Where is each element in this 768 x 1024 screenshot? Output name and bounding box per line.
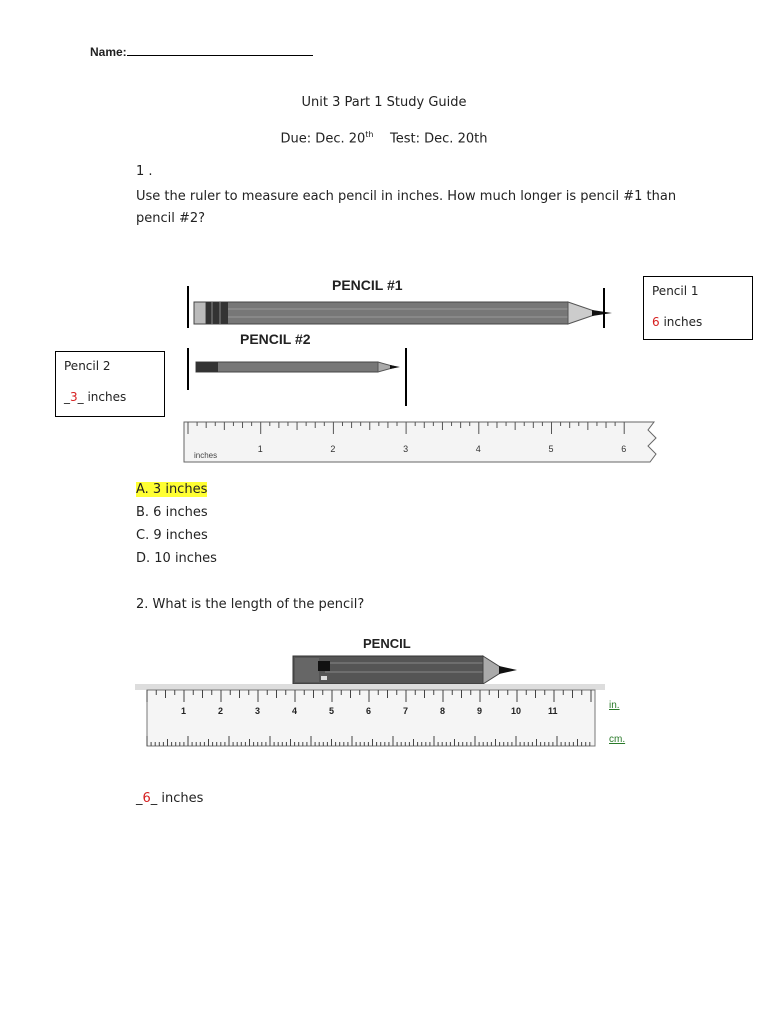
pencil-1-length: 6 xyxy=(652,315,660,329)
pencil-ruler-figure-2 xyxy=(135,630,645,765)
due-dates xyxy=(0,130,768,146)
pencil-2-box-answer xyxy=(64,390,126,404)
name-label: Name: xyxy=(90,45,127,59)
ruler-2-number: 4 xyxy=(292,706,298,716)
pencil2-drawing xyxy=(196,362,400,372)
question-2-text: 2. What is the length of the pencil? xyxy=(136,597,365,612)
ruler-unit-label: inches xyxy=(194,451,218,460)
choice-c[interactable]: C. 9 inches xyxy=(136,528,208,543)
ruler-2-number: 9 xyxy=(477,706,483,716)
ruler-1-number: 5 xyxy=(548,444,554,454)
inch-cm-ruler xyxy=(135,684,605,746)
choice-a-text: A. 3 inches xyxy=(136,482,208,497)
ruler-2-number: 2 xyxy=(218,706,224,716)
choice-d[interactable]: D. 10 inches xyxy=(136,551,217,566)
ruler-2-number: 6 xyxy=(366,706,372,716)
pencil-2-answer-box xyxy=(55,351,165,417)
ruler-2-number: 5 xyxy=(329,706,335,716)
pencil-1-answer-box xyxy=(643,276,753,340)
question-1-number: 1 . xyxy=(136,164,153,179)
ruler-1-number: 2 xyxy=(330,444,336,454)
pencil-2-box-title: Pencil 2 xyxy=(64,359,111,373)
ruler-2-number: 3 xyxy=(255,706,261,716)
question-2-answer xyxy=(136,791,203,806)
ruler-2-number: 10 xyxy=(511,706,522,716)
choice-a[interactable] xyxy=(136,482,207,497)
inch-unit-label: in. xyxy=(609,700,620,711)
ruler-2-number: 7 xyxy=(403,706,409,716)
ruler-2-number: 11 xyxy=(548,706,558,716)
test-date: Test: Dec. 20th xyxy=(390,131,488,147)
q2-answer-value: 6 xyxy=(142,791,151,806)
pencil-1-box-title: Pencil 1 xyxy=(652,284,699,298)
due-date-sup: th xyxy=(365,130,374,139)
pencil-2-length: 3 xyxy=(70,390,78,404)
pencil-1-box-answer xyxy=(652,315,702,329)
ruler-2-number: 8 xyxy=(440,706,446,716)
ruler-2-number: 1 xyxy=(181,706,187,716)
name-field[interactable] xyxy=(90,44,313,59)
ruler-1-number: 6 xyxy=(621,444,627,454)
pencil-drawing xyxy=(293,656,517,684)
page-title: Unit 3 Part 1 Study Guide xyxy=(301,95,467,110)
q2-answer-suffix: _ inches xyxy=(150,791,204,806)
cm-unit-label: cm. xyxy=(609,734,626,745)
pencil-1-unit: inches xyxy=(659,315,703,329)
question-1-text: Use the ruler to measure each pencil in inches. How much longer is pencil #1 than pencil #2? xyxy=(136,189,677,226)
inch-ruler-1 xyxy=(184,422,656,462)
pencil-2-prefix: _ xyxy=(64,390,70,404)
pencil-ruler-figure-1 xyxy=(180,270,660,470)
pencil2-label: PENCIL #2 xyxy=(240,331,311,347)
pencil-label: PENCIL xyxy=(363,636,411,651)
ruler-1-number: 3 xyxy=(403,444,409,454)
ruler-1-number: 4 xyxy=(475,444,481,454)
ruler-1-number: 1 xyxy=(257,444,263,454)
pencil1-drawing xyxy=(194,302,612,324)
pencil-2-suffix: _ inches xyxy=(77,390,127,404)
pencil1-label: PENCIL #1 xyxy=(332,277,403,293)
choice-b[interactable]: B. 6 inches xyxy=(136,505,208,520)
due-date: Due: Dec. 20 xyxy=(280,131,366,147)
name-blank-line[interactable] xyxy=(127,44,313,56)
q2-answer-prefix: _ xyxy=(136,791,143,806)
